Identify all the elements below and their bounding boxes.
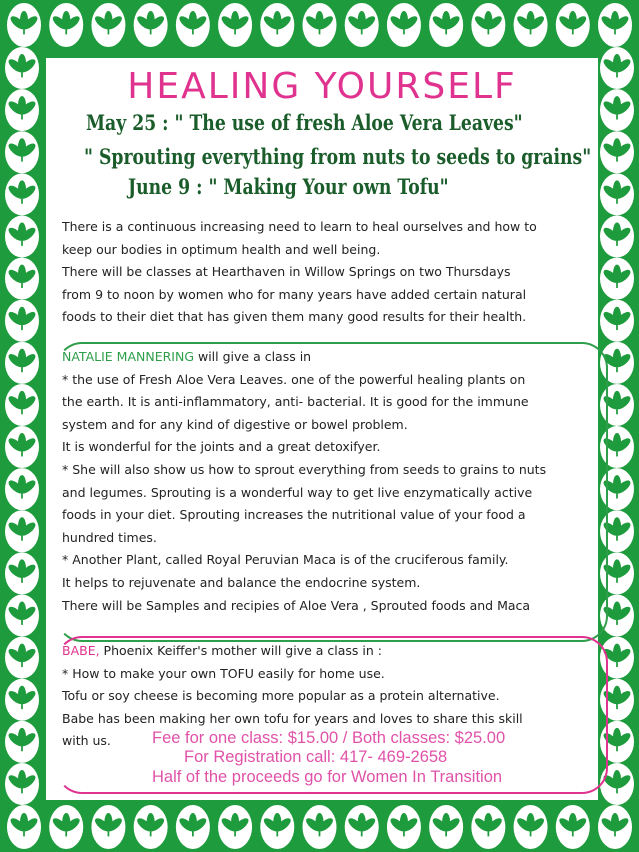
- natalie-line: the earth. It is anti-inflammatory, anti- bacterial. It is good for the immune: [62, 394, 529, 410]
- leaf-icon: [345, 805, 379, 849]
- subtitle-sprouting: " Sprouting everything from nuts to seeds to grains": [84, 144, 592, 169]
- leaf-icon: [260, 3, 294, 47]
- leaf-icon: [5, 131, 39, 173]
- leaf-icon: [5, 721, 39, 763]
- leaf-icon: [260, 805, 294, 849]
- babe-heading: [62, 640, 592, 663]
- babe-line: * How to make your own TOFU easily for home use.: [62, 665, 385, 681]
- intro-line: There is a continuous increasing need to learn to heal ourselves and how to: [62, 219, 537, 234]
- leaf-icon: [5, 595, 39, 637]
- leaf-icon: [5, 552, 39, 594]
- leaf-icon: [514, 805, 548, 849]
- natalie-heading-rest: will give a class in: [194, 349, 312, 364]
- leaf-icon: [600, 89, 634, 131]
- leaf-icon: [600, 173, 634, 215]
- intro-line: keep our bodies in optimum health and well being.: [62, 241, 381, 257]
- leaf-icon: [218, 3, 252, 47]
- leaf-icon: [387, 3, 421, 47]
- natalie-name: NATALIE MANNERING: [62, 349, 195, 364]
- intro-paragraph: [62, 216, 582, 329]
- leaf-icon: [345, 3, 379, 47]
- leaf-icon: [176, 805, 210, 849]
- natalie-line: and legumes. Sprouting is a wonderful way to get live enzymatically active: [62, 484, 533, 500]
- leaf-icon: [134, 3, 168, 47]
- babe-line: Tofu or soy cheese is becoming more popular as a protein alternative.: [62, 688, 500, 704]
- leaf-icon: [598, 3, 632, 47]
- natalie-line: It helps to rejuvenate and balance the endocrine system.: [62, 574, 421, 590]
- leaf-icon: [5, 300, 39, 342]
- babe-name: BABE,: [62, 643, 100, 658]
- babe-heading-rest: Phoenix Keiffer's mother will give a class in :: [99, 643, 382, 658]
- leaf-icon: [7, 805, 41, 849]
- natalie-line: foods in your diet. Sprouting increases the nutritional value of your food a: [62, 507, 526, 523]
- leaf-icon: [134, 805, 168, 849]
- leaf-icon: [5, 510, 39, 552]
- intro-line: foods to their diet that has given them many good results for their health.: [62, 309, 527, 325]
- natalie-section: [62, 346, 592, 617]
- leaf-icon: [5, 763, 39, 805]
- fee-info: Fee for one class: $15.00 / Both classes: $25.00: [152, 729, 506, 747]
- leaf-icon: [598, 805, 632, 849]
- leaf-icon: [5, 468, 39, 510]
- registration-phone: For Registration call: 417- 469-2658: [184, 748, 448, 766]
- intro-line: from 9 to noon by women who for many years have added certain natural: [62, 286, 527, 302]
- leaf-icon: [49, 3, 83, 47]
- leaf-icon: [91, 805, 125, 849]
- leaf-icon: [556, 3, 590, 47]
- natalie-line: * the use of Fresh Aloe Vera Leaves. one of the powerful healing plants on: [62, 371, 526, 387]
- leaf-icon: [429, 805, 463, 849]
- natalie-line: * Another Plant, called Royal Peruvian Maca is of the cruciferous family.: [62, 552, 509, 568]
- natalie-line: system and for any kind of digestive or bowel problem.: [62, 416, 408, 432]
- leaf-icon: [471, 805, 505, 849]
- leaf-icon: [600, 47, 634, 89]
- leaf-icon: [176, 3, 210, 47]
- leaf-icon: [514, 3, 548, 47]
- natalie-line: * She will also show us how to sprout everything from seeds to grains to nuts: [62, 461, 547, 477]
- natalie-line: It is wonderful for the joints and a great detoxifyer.: [62, 439, 381, 455]
- leaf-icon: [600, 215, 634, 257]
- leaf-icon: [5, 89, 39, 131]
- subtitle-may25: May 25 : " The use of fresh Aloe Vera Leaves": [86, 110, 523, 135]
- leaf-icon: [5, 637, 39, 679]
- leaf-icon: [5, 173, 39, 215]
- leaf-icon: [5, 258, 39, 300]
- babe-line: Babe has been making her own tofu for years and loves to share this skill: [62, 710, 523, 726]
- natalie-heading: [62, 346, 592, 369]
- leaf-icon: [91, 3, 125, 47]
- leaf-icon: [5, 384, 39, 426]
- leaf-icon: [600, 300, 634, 342]
- leaf-icon: [5, 215, 39, 257]
- leaf-icon: [49, 805, 83, 849]
- intro-line: There will be classes at Hearthaven in Willow Springs on two Thursdays: [62, 264, 511, 280]
- flyer-panel: [46, 58, 598, 800]
- leaf-icon: [387, 805, 421, 849]
- leaf-icon: [556, 805, 590, 849]
- leaf-icon: [5, 342, 39, 384]
- leaf-icon: [5, 679, 39, 721]
- natalie-line: There will be Samples and recipies of Aloe Vera , Sprouted foods and Maca: [62, 597, 531, 613]
- leaf-icon: [303, 3, 337, 47]
- subtitle-june9: June 9 : " Making Your own Tofu": [128, 174, 449, 199]
- leaf-icon: [7, 3, 41, 47]
- page-title: HEALING YOURSELF: [127, 66, 517, 107]
- leaf-icon: [429, 3, 463, 47]
- leaf-icon: [600, 131, 634, 173]
- leaf-icon: [471, 3, 505, 47]
- leaf-icon: [218, 805, 252, 849]
- leaf-icon: [600, 258, 634, 300]
- leaf-icon: [303, 805, 337, 849]
- natalie-line: hundred times.: [62, 529, 157, 545]
- leaf-icon: [5, 47, 39, 89]
- leaf-icon: [5, 426, 39, 468]
- proceeds-note: Half of the proceeds go for Women In Transition: [152, 768, 503, 786]
- babe-line: with us.: [62, 733, 111, 749]
